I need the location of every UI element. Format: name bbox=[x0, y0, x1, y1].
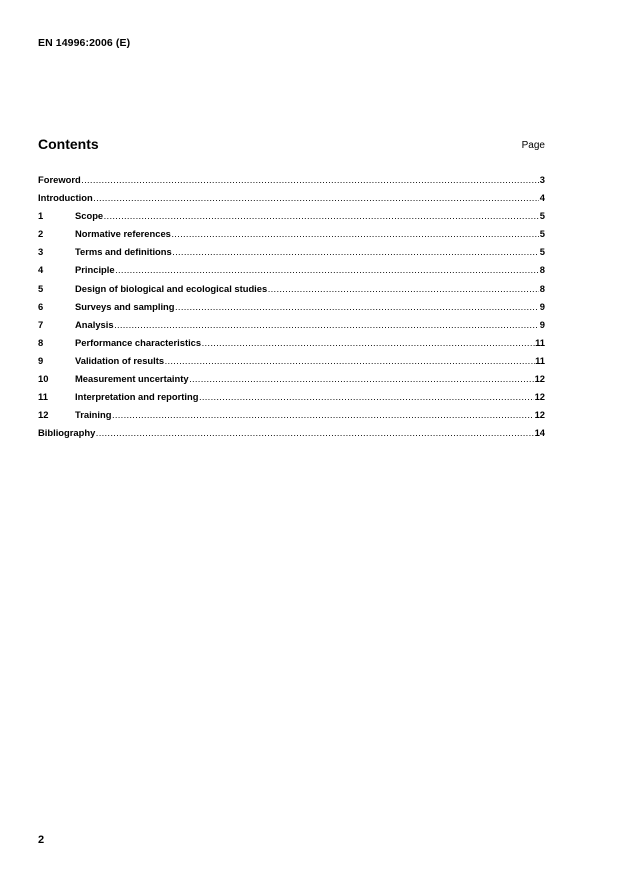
toc-entry-page: 3 bbox=[539, 174, 545, 185]
toc-entry-surveys-and-sampling[interactable] bbox=[38, 301, 545, 319]
toc-leader-dots bbox=[172, 246, 539, 257]
toc-entry-number: 11 bbox=[38, 391, 48, 403]
toc-entry-page: 12 bbox=[534, 391, 545, 403]
toc-leader-dots bbox=[268, 283, 540, 294]
toc-entry-label: Terms and definitions bbox=[75, 246, 172, 258]
toc-leader-dots bbox=[104, 210, 540, 221]
toc-entry-label: Principle bbox=[75, 264, 115, 276]
toc-entry-label: Validation of results bbox=[75, 354, 165, 366]
toc-leader-dots bbox=[112, 409, 534, 420]
toc-entry-performance-characteristics[interactable] bbox=[38, 337, 545, 355]
toc-entry-label: Analysis bbox=[75, 318, 114, 330]
toc-entry-number: 3 bbox=[38, 246, 44, 258]
toc-entry-number: 8 bbox=[38, 336, 44, 348]
toc-entry-measurement-uncertainty[interactable] bbox=[38, 373, 545, 391]
toc-entry-page: 14 bbox=[534, 427, 545, 439]
page-number: 2 bbox=[38, 834, 45, 846]
toc-entry-training[interactable] bbox=[38, 409, 545, 427]
toc-entry-number: 1 bbox=[38, 210, 44, 222]
toc-leader-dots bbox=[96, 427, 534, 438]
toc-entry-number: 9 bbox=[38, 354, 44, 366]
contents-title: Contents bbox=[38, 136, 99, 152]
toc-entry-page: 11 bbox=[535, 336, 545, 348]
toc-leader-dots bbox=[171, 228, 539, 239]
toc-entry-label: Introduction bbox=[38, 192, 93, 204]
toc-entry-validation-of-results[interactable] bbox=[38, 355, 545, 373]
toc-entry-number: 10 bbox=[38, 373, 49, 385]
toc-leader-dots bbox=[165, 355, 535, 366]
toc-leader-dots bbox=[81, 174, 539, 185]
toc-entry-page: 9 bbox=[539, 300, 545, 312]
toc-entry-number: 5 bbox=[38, 282, 44, 294]
toc-entry-page: 11 bbox=[535, 354, 545, 366]
toc-entry-page: 8 bbox=[539, 264, 545, 276]
toc-entry-page: 4 bbox=[539, 192, 545, 204]
document-header: EN 14996:2006 (E) bbox=[38, 37, 131, 49]
toc-entry-number: 2 bbox=[38, 228, 44, 240]
toc-entry-scope[interactable] bbox=[38, 210, 545, 228]
toc-leader-dots bbox=[202, 337, 535, 348]
toc-entry-number: 7 bbox=[38, 318, 44, 330]
toc-entry-analysis[interactable] bbox=[38, 319, 545, 337]
toc-leader-dots bbox=[175, 301, 539, 312]
toc-entry-label: Foreword bbox=[38, 174, 81, 185]
page-column-label: Page bbox=[521, 140, 545, 151]
toc-entry-label: Measurement uncertainty bbox=[75, 373, 189, 385]
toc-entry-page: 5 bbox=[539, 246, 545, 258]
toc-entry-label: Training bbox=[75, 409, 112, 421]
toc-entry-terms-and-definitions[interactable] bbox=[38, 246, 545, 264]
toc-entry-principle[interactable] bbox=[38, 264, 545, 282]
toc-entry-page: 5 bbox=[539, 228, 545, 240]
toc-entry-foreword[interactable] bbox=[38, 174, 545, 192]
toc-entry-normative-references[interactable] bbox=[38, 228, 545, 246]
toc-entry-label: Performance characteristics bbox=[75, 336, 202, 348]
toc-entry-page: 12 bbox=[534, 409, 545, 421]
toc-entry-interpretation-and-reporting[interactable] bbox=[38, 391, 545, 409]
toc-entry-bibliography[interactable] bbox=[38, 427, 545, 445]
toc-entry-number: 12 bbox=[38, 409, 49, 421]
toc-entry-page: 5 bbox=[539, 210, 545, 222]
toc-leader-dots bbox=[199, 391, 534, 402]
toc-leader-dots bbox=[115, 264, 539, 275]
toc-entry-number: 4 bbox=[38, 264, 44, 276]
toc-leader-dots bbox=[189, 373, 534, 384]
toc-entry-page: 8 bbox=[539, 282, 545, 294]
table-of-contents bbox=[38, 174, 545, 445]
toc-entry-label: Design of biological and ecological studies bbox=[75, 282, 268, 294]
toc-entry-label: Surveys and sampling bbox=[75, 300, 175, 312]
toc-entry-label: Bibliography bbox=[38, 427, 96, 439]
toc-entry-introduction[interactable] bbox=[38, 192, 545, 210]
toc-leader-dots bbox=[93, 192, 539, 203]
toc-entry-label: Normative references bbox=[75, 228, 171, 240]
toc-entry-design-of-studies[interactable] bbox=[38, 283, 545, 301]
toc-entry-label: Interpretation and reporting bbox=[75, 391, 199, 403]
toc-entry-number: 6 bbox=[38, 300, 44, 312]
toc-leader-dots bbox=[114, 319, 539, 330]
toc-entry-label: Scope bbox=[75, 210, 104, 222]
toc-entry-page: 9 bbox=[539, 318, 545, 330]
contents-title-row bbox=[38, 136, 545, 154]
toc-entry-page: 12 bbox=[534, 373, 545, 385]
